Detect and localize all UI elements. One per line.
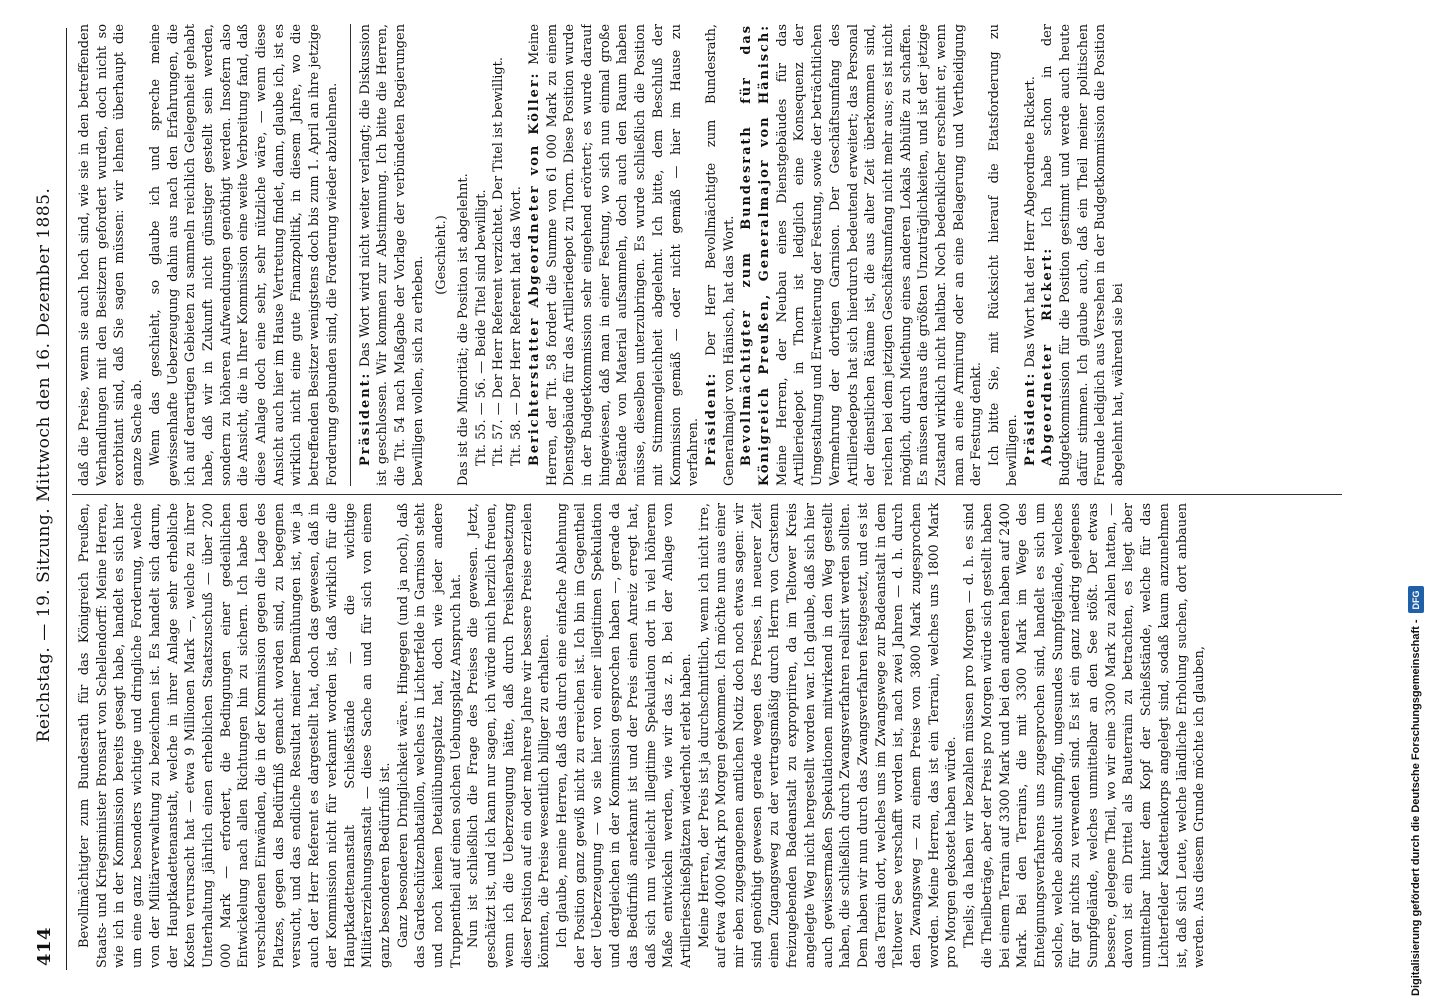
speech-text: Der Herr Bevollmächtigte zum Bundesrath, Generalmajor von Hänisch, hat das Wort. xyxy=(703,24,737,486)
paragraph: Ganz besonderen Dringlichkeit wäre. Hingegen (und ja noch), daß das Gardeschützenbataillon, welches in Lichterfelde in Garnison steht und noch keinen Detailübungsplatz hat, doch wie jeder andere Truppentheil auf einen solchen Uebungsplatz Anspruch hat. xyxy=(395,503,464,968)
speech-text: Meine Herren, der Tit. 58 fordert die Summe von 61 000 Mark zu einem Dienstgebäude für das Artilleriedepot zu Thorn. Diese Position wurde in der Budgetkommission sehr eingehend erörtert; es wurde darauf hingewiesen, daß man in einer Festung, wo sich nun einmal große Bestände von Material aufsammeln, doch auch den Raum haben müsse, dieselben unterzubringen. Es wurde schließlich die Position mit Stimmengleichheit abgelehnt. Ich bitte, dem Beschluß der Kommission gemäß — oder nicht gemäß — hier im Hause zu verfahren. xyxy=(526,24,702,486)
paragraph: Das ist die Minorität; die Position ist abgelehnt. xyxy=(456,173,472,486)
paragraph: Theils; da haben wir bezahlen müssen pro Morgen — d. h. es sind die Theilbeträge, aber der Preis pro Morgen würde sich gestellt haben bei einem Terrain auf 3300 Mark und bei den anderen haben auf 2400 Mark. Bei den Terrains, die mit 3300 Mark im Wege des Enteignungsverfahrens uns zugesprochen sind, handelt es sich um solche, welche absolut sumpfig, ungesundes Sumpfgelände, welches für gar nichts zu verwenden sind. Es ist ein ganz niedrig gelegenes Sumpfgelände, welches unmittelbar an den See stößt. Der etwas bessere, gelegene Theil, wo wir eine 3300 Mark zu zahlen hatten, — davon ist ein Drittel als Bauterrain zu betrachten, es liegt aber unmittelbar hinter dem Kopf der Schießstände, welche für das Lichterfelder Kadettenkorps angelegt sind, sodaß kaum anzunehmen ist, daß sich Leute, welche ländliche Erholung suchen, dort anbauen werden. Aus diesem Grunde möchte ich glauben, xyxy=(962,503,1208,968)
digitization-text: Digitalisierung gefördert durch die Deutsche Forschungsgemeinschaft - xyxy=(1410,619,1422,996)
speaker-label: Abgeordneter Rickert: xyxy=(1040,246,1056,466)
paragraph xyxy=(357,24,428,486)
paragraph xyxy=(738,24,986,486)
title-line: Tit. 55. — 56. — Beide Titel sind bewilligt. xyxy=(473,189,489,466)
title-line: Tit. 57. — Der Herr Referent verzichtet. Der Titel ist bewilligt. xyxy=(491,57,507,466)
header-rule xyxy=(66,28,67,970)
paragraph xyxy=(703,24,738,486)
paragraph: Ich glaube, meine Herren, daß das durch eine einfache Ablehnung der Position ganz gewiß nicht zu erreichen ist. Ich bin im Gegentheil der Ueberzeugung — wo sie hier von einer illegitimen Spekulation und dergleichen in der Kommission gesprochen haben —, gerade da das Bedürfniß anerkannt ist und der Preis einen Anreiz erregt hat, daß sich nun vielleicht illegitime Spekulation dort in viel höherem Maße entwickeln werden, wie wir das z. B. bei der Anlage von Artillerieschießplätzen wiederholt erlebt haben. xyxy=(554,503,694,968)
digitization-sidebar xyxy=(1404,8,1428,996)
column-divider xyxy=(72,494,1342,495)
speaker-label: Präsident: xyxy=(357,371,373,466)
paragraph: Meine Herren, der Preis ist ja durchschnittlich, wenn ich nicht irre, auf etwa 4000 Mark pro Morgen gekommen. Ich möchte nun aus einer mir eben zugegangenen amtlichen Notiz doch noch etwas sagen: wir sind genöthigt gewesen gerade wegen des Preises, in neuerer Zeit einen Zugangsweg zu der vertragsmäßig durch Herrn von Carstenn freizugebenden Badeanstalt zu expropriiren, da im Teltower Kreis angelegte Weg nicht hergestellt worden war. Ich glaube, daß sich hier auch gewissermaßen Spekulationen mitwirkend in den Weg gestellt haben, die schließlich durch Zwangsverfahren realisirt werden sollten. Dem haben wir nun durch das Zwangsverfahren festgesetzt, und es ist das Terrain dort, welches uns im Zwangswege zur Badeanstalt in dem Teltower See verschafft worden ist, nach zwei Jahren — d. h. durch den Zwangsweg — zu einem Preise von 3800 Mark zugesprochen worden. Meine Herren, das ist ein Terrain, welches uns 1800 Mark pro Morgen gekostet haben würde. xyxy=(696,503,960,968)
paragraph xyxy=(526,24,703,486)
right-column xyxy=(76,24,1338,486)
speaker-label: Präsident: xyxy=(1022,371,1038,466)
paragraph: daß die Preise, wenn sie auch hoch sind, wie sie in den betreffenden Verhandlungen mit den Besitzern gefordert wurden, doch nicht so exorbitant sind, daß Sie sagen müssen: wir lehnen überhaupt die ganze Sache ab. xyxy=(77,24,146,486)
stage-direction: (Geschieht.) xyxy=(434,215,450,295)
paragraph: Ich bitte Sie, mit Rücksicht hierauf die Etatsforderung zu bewilligen. xyxy=(987,24,1020,486)
page-number: 414 xyxy=(34,926,55,966)
page-header xyxy=(30,28,62,970)
paragraph: Bevollmächtigter zum Bundesrath für das Königreich Preußen, Staats- und Kriegsminister Bronsart von Schellendorff: Meine Herren, wie ich in der Kommission bereits gesagt habe, handelt es sich hier um eine ganz besonders wichtige und dringliche Forderung, welche von der Militärverwaltung zu bezeichnen ist. Es handelt sich darum, der Hauptkadettenanstalt, welche in ihrer Anlage sehr erhebliche Kosten verursacht hat — etwa 9 Millionen Mark —, welche zu ihrer Unterhaltung jährlich einen erheblichen Staatszuschuß — über 200 000 Mark — erfordert, die Bedingungen einer gedeihlichen Entwickelung nach allen Richtungen hin zu sichern. Ich habe den verschiedenen Einwänden, die in der Kommission gegen die Lage des Platzes, gegen das Bedürfniß gemacht worden sind, zu begegnen versucht, und das endliche Resultat meiner Bemühungen ist, wie ja auch der Herr Referent es dargestellt hat, doch das gewesen, daß in der Kommission nicht für verkannt worden ist, daß wirklich für die Hauptkadettenanstalt Schießstände — die wichtige Militärerziehungsanstalt — diese Sache an und für sich von einem ganz besonderen Bedürfniß ist. xyxy=(77,503,393,968)
speech-text: Das Wort hat der Herr Abgeordnete Rickert. xyxy=(1022,76,1038,368)
digitization-note xyxy=(1404,8,1428,996)
section-rule xyxy=(350,24,351,486)
speaker-label: Bevollmächtigter zum Bundesrath für das Königreich Preußen, Generalmajor von Hänisch: xyxy=(739,24,773,486)
paragraph xyxy=(1039,24,1128,486)
speech-text: Meine Herren, der Neubau eines Dienstgebäudes für das Artilleriedepot in Thorn ist lediglich eine Konsequenz der Umgestaltung und Erweiterung der Festung, sowie der beträchtlichen Vermehrung der dortigen Garnison. Der Geschäftsumfang des Artilleriedepots hat sich hierdurch bedeutend erweitert; das Personal der dienstlichen Räume ist, die aus alter Zeit überkommen sind, reichen bei dem jetzigen Geschäftsumfang nicht mehr aus; es ist nicht möglich, durch Miethung eines anderen Lokals Abhülfe zu schaffen. Es müssen daraus die größten Unzuträglichkeiten, und ist der jetzige Zustand wirklich nicht haltbar. Noch bedenklicher erscheint er, wenn man an eine Armirung oder an eine Belagerung und Vertheidigung der Festung denkt. xyxy=(774,24,985,486)
speech-text: Das Wort wird nicht weiter verlangt; die Diskussion ist geschlossen. Wir kommen zur Abstimmung. Ich bitte die Herren, die Tit. 54 nach Maßgabe der Vorlage der verbündeten Regierungen bewilligen wollen, sich zu erheben. xyxy=(357,24,426,486)
speaker-label: Präsident: xyxy=(703,371,719,466)
paragraph xyxy=(1022,24,1040,486)
running-title: Reichstag. — 19. Sitzung. Mittwoch den 16. Dezember 1885. xyxy=(34,187,54,743)
speech-text: Ich habe schon in der Budgetkommission für die Position gestimmt und werde auch heute dafür stimmen. Ich glaube auch, daß ein Theil meiner politischen Freunde lediglich aus Versehen in der Budgetkommission die Position abgelehnt hat, während sie bei xyxy=(1040,24,1127,486)
paragraph: Nun ist schließlich die Frage des Preises die gewesen. Jetzt, geschätzt ist, und ich kann nur sagen, ich würde mich herzlich freuen, wenn ich die Ueberzeugung hätte, daß durch Preisherabsetzung dieser Position auf ein oder mehrere Jahre wir bessere Preise erzielen könnten, die Preise wesentlich billiger zu erhalten. xyxy=(466,503,553,968)
paragraph: Wenn das geschieht, so glaube ich und spreche meine gewissenhafte Ueberzeugung dahin aus nach den Erfahrungen, die ich auf derartigen Gebieten zu sammeln reichlich Gelegenheit gehabt habe, daß wir in Zukunft nicht günstiger gestellt sein werden, sondern zu höheren Aufwendungen genöthigt werden. Insofern also die Ansicht, die in Ihrer Kommission eine weite Verbreitung fand, daß diese Anlage doch eine sehr, sehr nützliche wäre, — wenn diese Ansicht auch hier im Hause Vertretung findet, dann, glaube ich, ist es wirklich nicht eine gute Finanzpolitik, in diesem Jahre, wo die betreffenden Besitzer wenigstens doch bis zum 1. April an ihre jetzige Forderung gebunden sind, die Forderung wieder abzulehnen. xyxy=(147,24,340,486)
title-line: Tit. 58. — Der Herr Referent hat das Wort. xyxy=(509,186,525,466)
speaker-label: Berichterstatter Abgeordneter von Köller: xyxy=(526,71,542,466)
dfg-logo: DFG xyxy=(1408,586,1424,613)
left-column xyxy=(76,503,1338,968)
